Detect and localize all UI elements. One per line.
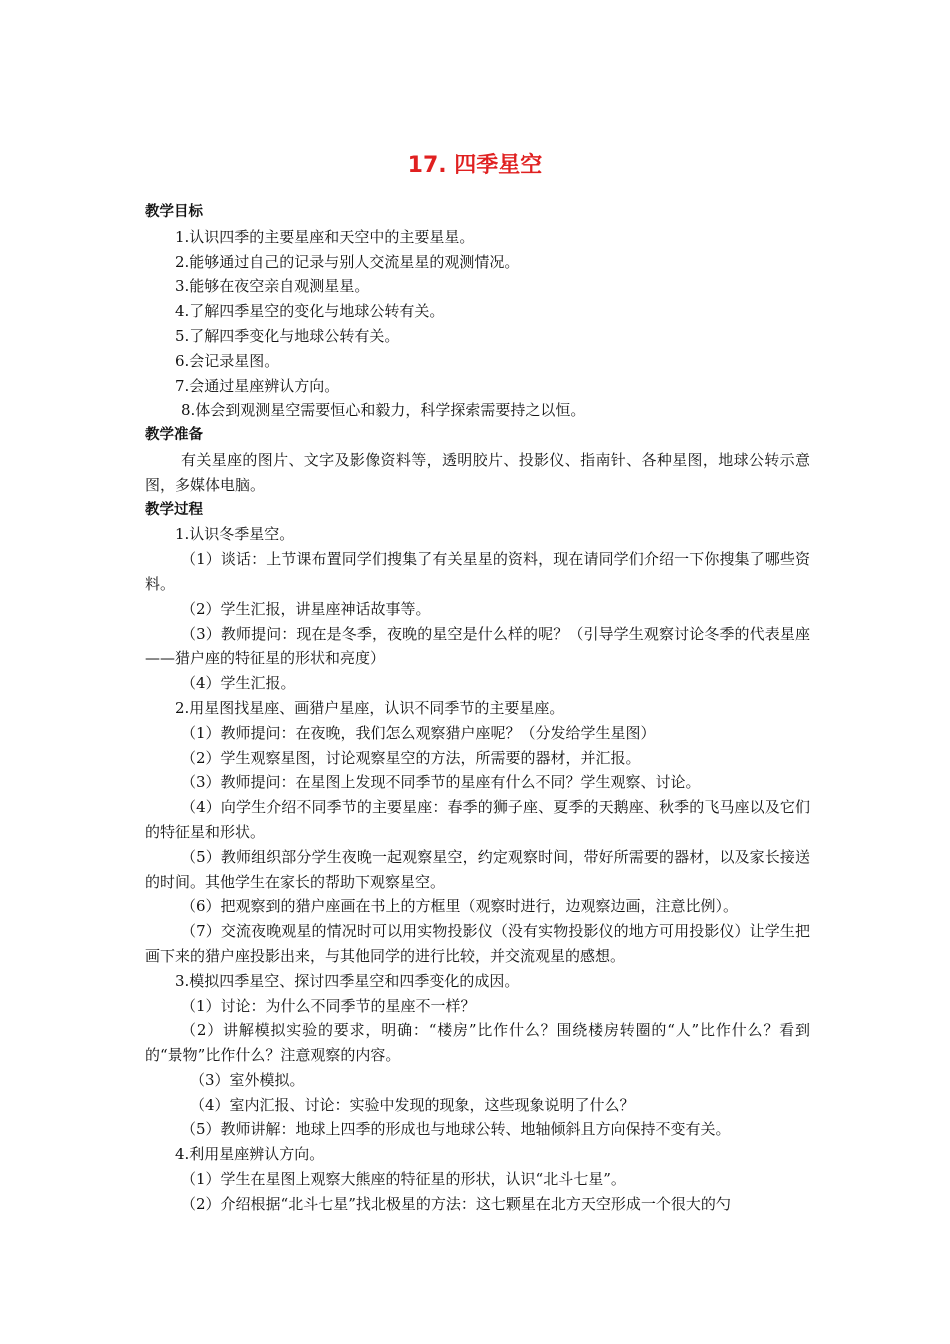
goal-item: 5.了解四季变化与地球公转有关。 xyxy=(175,326,400,345)
process-paragraph: （5）教师组织部分学生夜晚一起观察星空，约定观察时间，带好所需要的器材，以及家长接送的时间。其他学生在家长的帮助下观察星空。 xyxy=(145,847,810,891)
process-paragraph: （3）教师提问：在星图上发现不同季节的星座有什么不同？学生观察、讨论。 xyxy=(181,773,701,792)
prep-paragraph: 有关星座的图片、文字及影像资料等，透明胶片、投影仪、指南针、各种星图，地球公转示意图，多媒体电脑。 xyxy=(145,450,810,494)
process-paragraph: 1.认识冬季星空。 xyxy=(175,525,295,544)
process-paragraph: （2）学生观察星图，讨论观察星空的方法，所需要的器材，并汇报。 xyxy=(181,748,641,767)
process-paragraph: （2）学生汇报，讲星座神话故事等。 xyxy=(181,599,431,618)
process-paragraph: （3）室外模拟。 xyxy=(190,1070,305,1089)
process-paragraph: 3.模拟四季星空、探讨四季星空和四季变化的成因。 xyxy=(175,971,520,990)
goal-item: 2.能够通过自己的记录与别人交流星星的观测情况。 xyxy=(175,252,520,271)
process-paragraph: （3）教师提问：现在是冬季，夜晚的星空是什么样的呢？（引导学生观察讨论冬季的代表星座——猎户座的特征星的形状和亮度） xyxy=(145,624,810,668)
section-heading-goals: 教学目标 xyxy=(145,204,203,220)
goal-item: 4.了解四季星空的变化与地球公转有关。 xyxy=(175,302,445,321)
goal-item: 3.能够在夜空亲自观测星星。 xyxy=(175,277,370,296)
document-body xyxy=(145,200,810,1217)
process-paragraph: （6）把观察到的猎户座画在书上的方框里（观察时进行，边观察边画，注意比例）。 xyxy=(181,897,739,916)
section-heading-prep: 教学准备 xyxy=(145,427,203,444)
process-paragraph: （2）讲解模拟实验的要求，明确：“楼房”比作什么？围绕楼房转圈的“人”比作什么？看到的“景物”比作什么？注意观察的内容。 xyxy=(145,1021,810,1065)
process-paragraph: （1）学生在星图上观察大熊座的特征星的形状，认识“北斗七星”。 xyxy=(181,1170,626,1189)
goal-item: 1.认识四季的主要星座和天空中的主要星星。 xyxy=(175,227,475,246)
section-heading-process: 教学过程 xyxy=(145,501,203,518)
process-paragraph: （1）讨论：为什么不同季节的星座不一样？ xyxy=(181,996,476,1015)
goal-item: 6.会记录星图。 xyxy=(175,351,280,370)
process-paragraph: （5）教师讲解：地球上四季的形成也与地球公转、地轴倾斜且方向保持不变有关。 xyxy=(181,1120,731,1139)
process-paragraph: 4.利用星座辨认方向。 xyxy=(175,1145,325,1164)
process-paragraph: （2）介绍根据“北斗七星”找北极星的方法：这七颗星在北方天空形成一个很大的勺 xyxy=(181,1194,731,1213)
process-paragraph: （1）教师提问：在夜晚，我们怎么观察猎户座呢？（分发给学生星图） xyxy=(181,723,656,742)
goal-item: 7.会通过星座辨认方向。 xyxy=(175,376,340,395)
process-paragraph: （4）室内汇报、讨论：实验中发现的现象，这些现象说明了什么？ xyxy=(190,1095,635,1114)
process-paragraph: （4）学生汇报。 xyxy=(181,674,296,693)
process-paragraph: （1）谈话：上节课布置同学们搜集了有关星星的资料，现在请同学们介绍一下你搜集了哪些资料。 xyxy=(145,550,810,593)
process-paragraph: （7）交流夜晚观星的情况时可以用实物投影仪（没有实物投影仪的地方可用投影仪）让学生把画下来的猎户座投影出来，与其他同学的进行比较，并交流观星的感想。 xyxy=(145,922,810,965)
process-paragraph: 2.用星图找星座、画猎户星座，认识不同季节的主要星座。 xyxy=(175,698,565,717)
page-title: 17. 四季星空 xyxy=(407,153,543,178)
goal-item: 8.体会到观测星空需要恒心和毅力，科学探索需要持之以恒。 xyxy=(181,401,586,420)
process-paragraph: （4）向学生介绍不同季节的主要星座：春季的狮子座、夏季的天鹅座、秋季的飞马座以及它们的特征星和形状。 xyxy=(145,798,810,841)
